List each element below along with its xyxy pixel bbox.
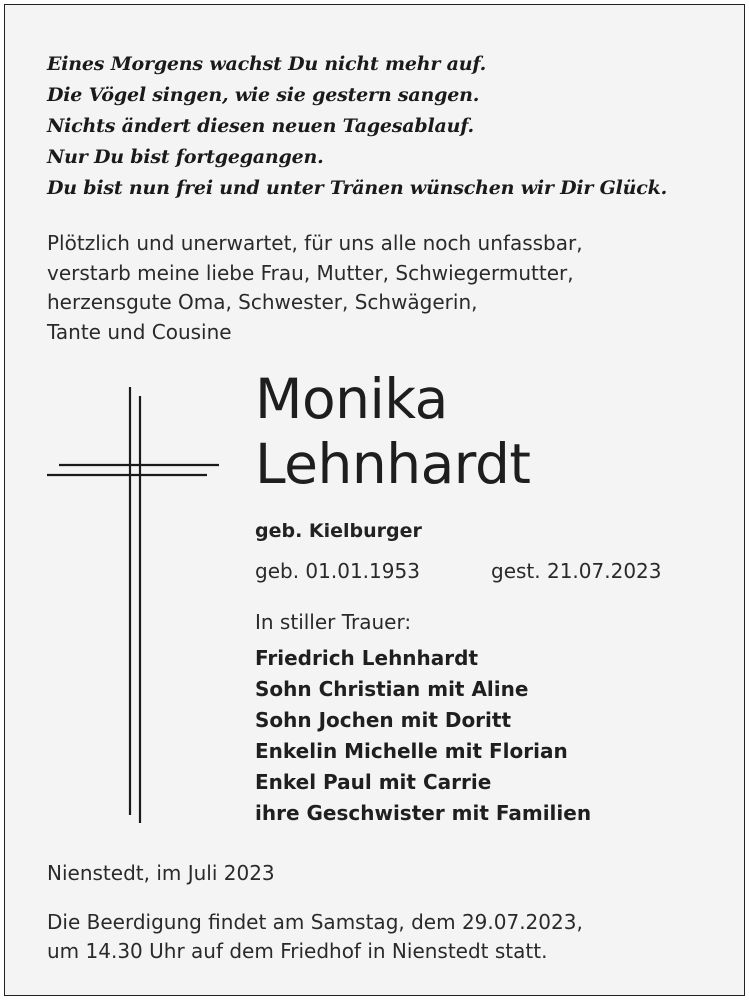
- poem-line: Nur Du bist fortgegangen.: [47, 146, 324, 168]
- maiden-name: geb. Kielburger: [255, 520, 422, 542]
- poem: [47, 49, 737, 204]
- funeral-info: [47, 908, 737, 966]
- family-member: Enkel Paul mit Carrie: [255, 770, 492, 794]
- birth-date: geb. 01.01.1953: [255, 559, 420, 583]
- place-date: Nienstedt, im Juli 2023: [47, 861, 275, 885]
- family-member: Enkelin Michelle mit Florian: [255, 739, 568, 763]
- mourning-label: In stiller Trauer:: [255, 610, 412, 634]
- poem-line: Nichts ändert diesen neuen Tagesablauf.: [47, 115, 474, 137]
- obituary-frame: [4, 4, 745, 996]
- family-member: ihre Geschwister mit Familien: [255, 801, 592, 825]
- family-member: Sohn Jochen mit Doritt: [255, 708, 512, 732]
- funeral-line: um 14.30 Uhr auf dem Friedhof in Nienstedt statt.: [47, 939, 548, 963]
- deceased-name: [255, 367, 530, 497]
- intro-line: verstarb meine liebe Frau, Mutter, Schwiegermutter,: [47, 260, 574, 285]
- poem-line: Du bist nun frei und unter Tränen wünschen wir Dir Glück.: [47, 177, 668, 199]
- funeral-line: Die Beerdigung findet am Samstag, dem 29.07.2023,: [47, 910, 583, 934]
- cross-icon: [47, 387, 227, 823]
- family-member: Friedrich Lehnhardt: [255, 646, 479, 670]
- intro-line: Tante und Cousine: [47, 319, 232, 344]
- first-name: Monika: [255, 367, 448, 431]
- intro-text: [47, 229, 737, 347]
- last-name: Lehnhardt: [255, 432, 531, 496]
- poem-line: Die Vögel singen, wie sie gestern sangen.: [47, 84, 480, 106]
- family-list: [255, 643, 591, 829]
- death-date: gest. 21.07.2023: [491, 559, 662, 583]
- family-member: Sohn Christian mit Aline: [255, 677, 529, 701]
- intro-line: Plötzlich und unerwartet, für uns alle noch unfassbar,: [47, 231, 583, 255]
- intro-line: herzensgute Oma, Schwester, Schwägerin,: [47, 290, 478, 314]
- poem-line: Eines Morgens wachst Du nicht mehr auf.: [47, 53, 487, 75]
